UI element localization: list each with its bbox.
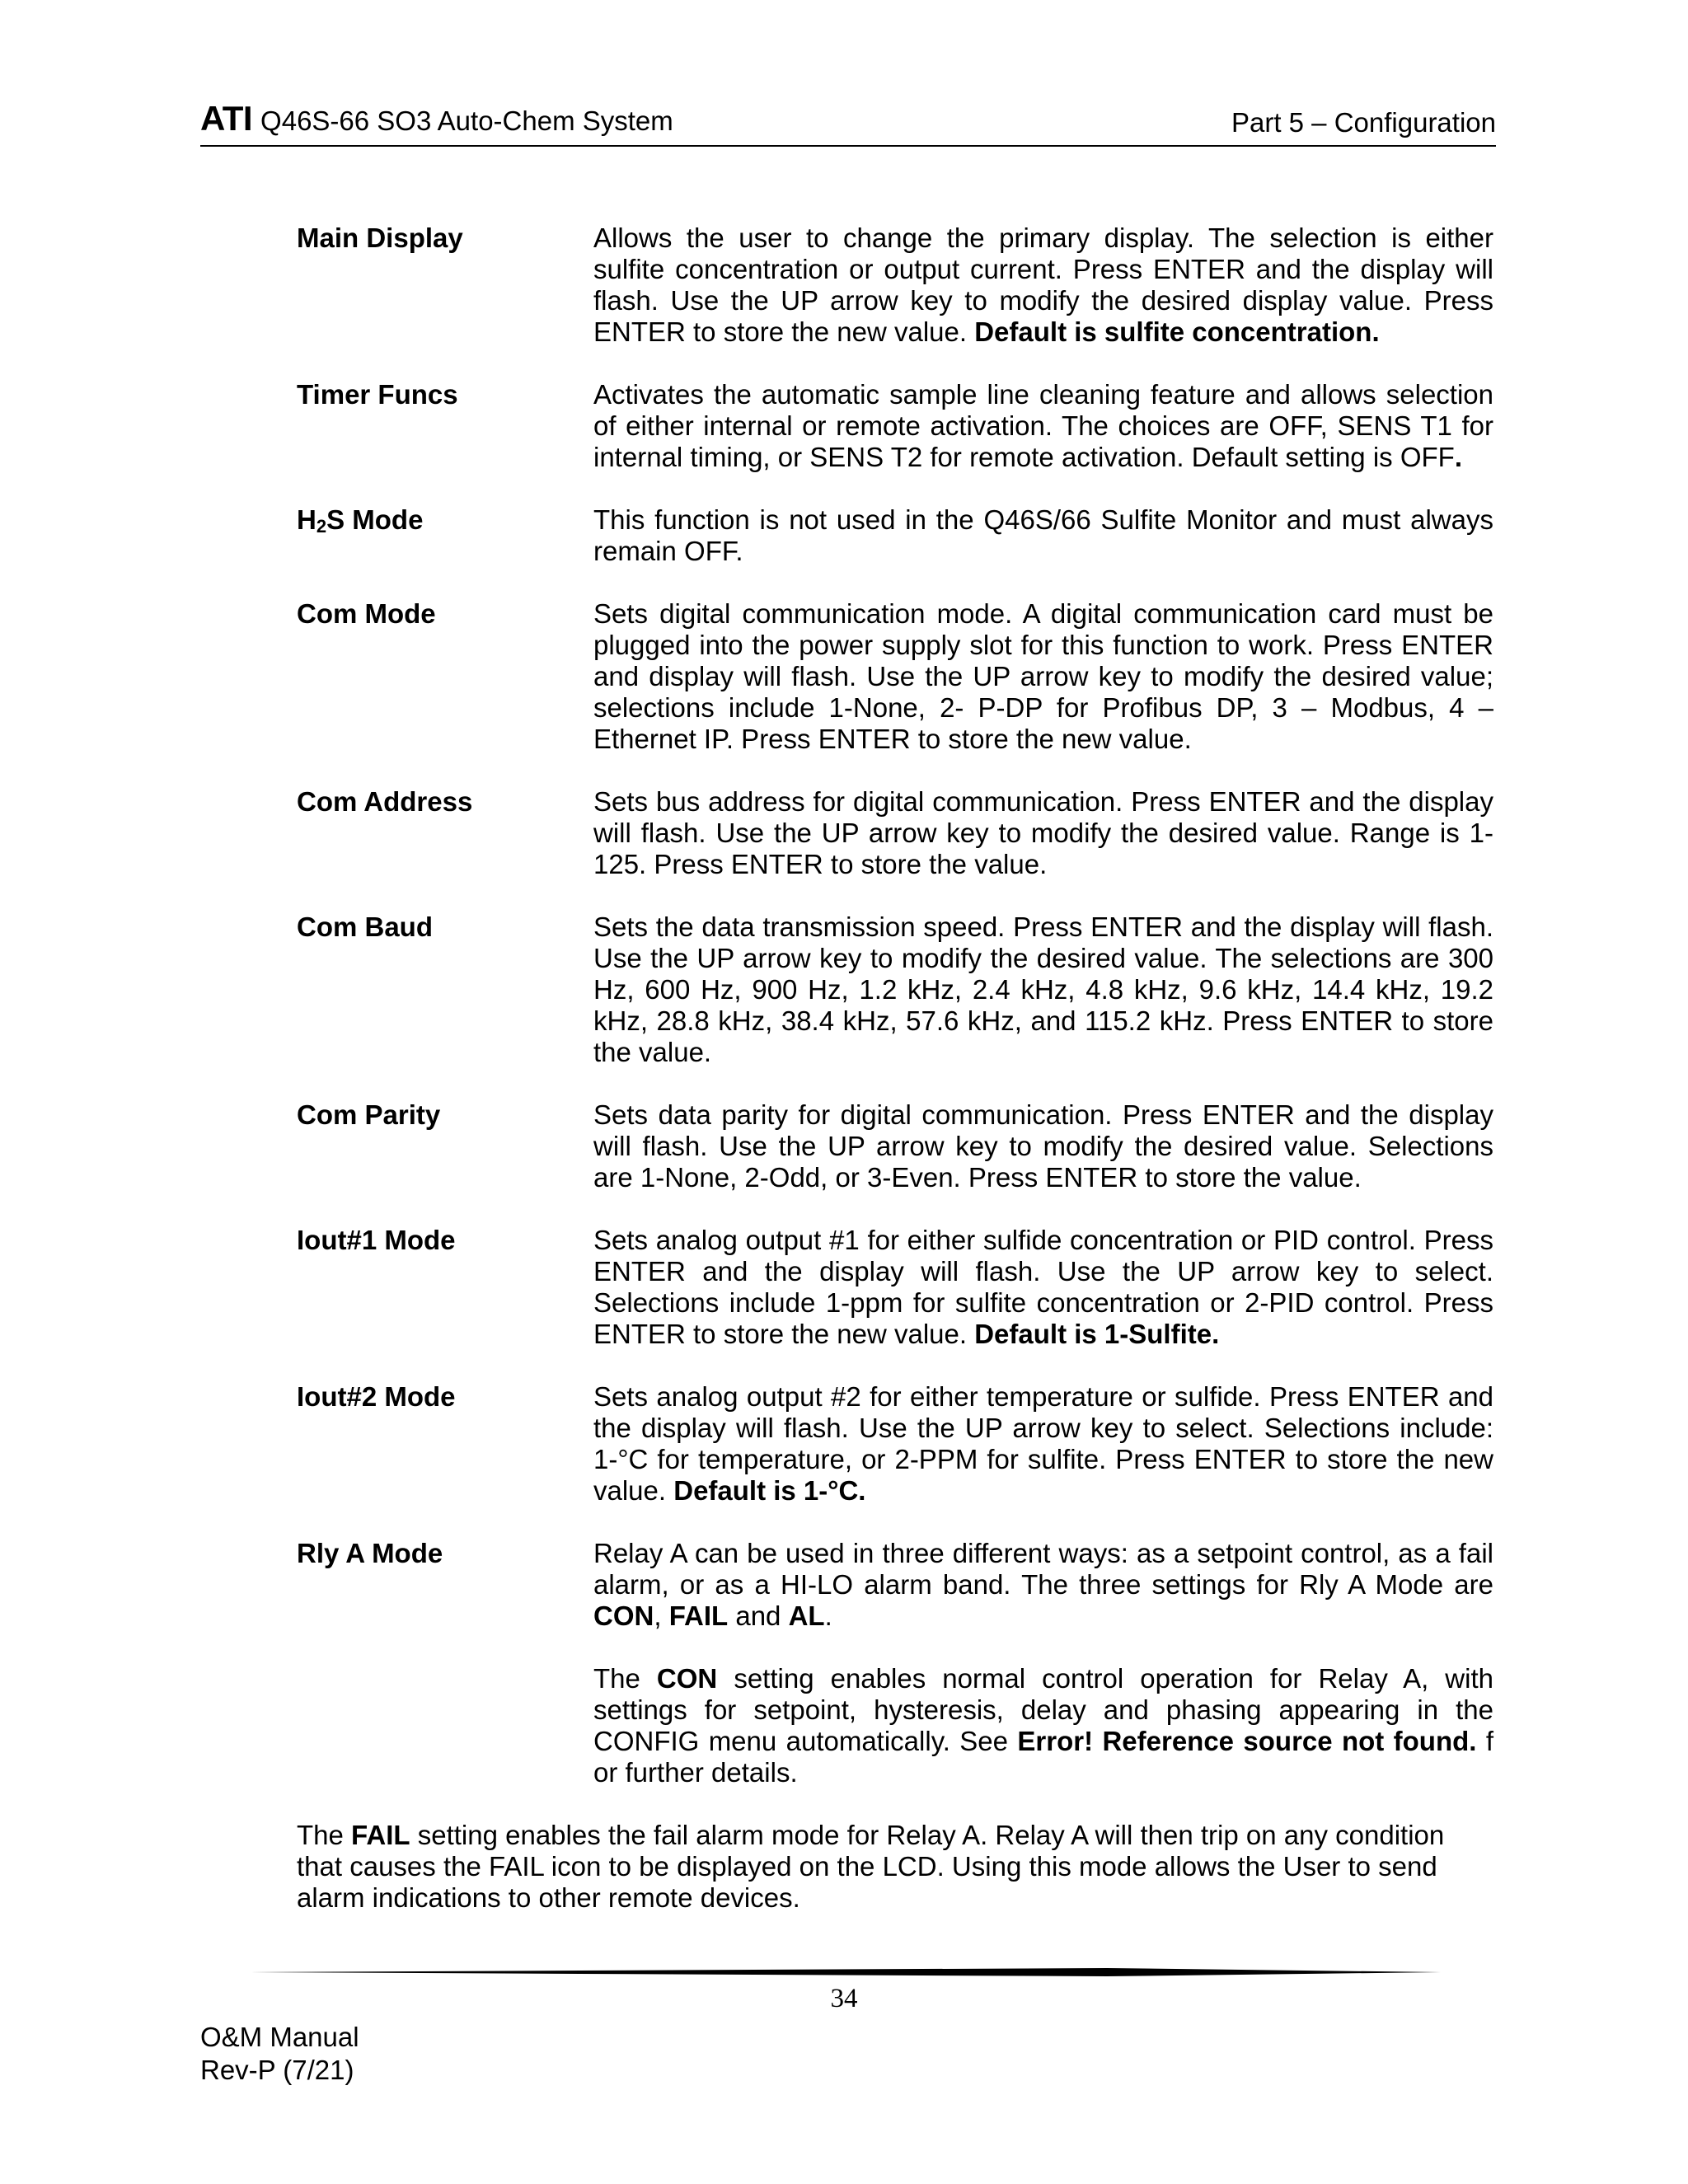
entry-iout2-mode [297, 1381, 1493, 1507]
entry-description: This function is not used in the Q46S/66 Sulfite Monitor and must always remain OFF. [593, 504, 1493, 566]
entry-term: Rly A Mode [297, 1538, 443, 1568]
entry-timer-funcs [297, 379, 1493, 473]
description-text: Relay A can be used in three different ways: as a setpoint control, as a fail alarm, or as a HI-LO alarm band. The three settings for Rly A Mode are [593, 1538, 1493, 1600]
brand-logo: ATI [200, 99, 253, 138]
entry-description: Sets digital communication mode. A digital communication card must be plugged into the power supply slot for this function to work. Press ENTER and display will flash. Use the UP arrow key to modify the desired value; selections include 1-None, 2- P-DP for Profibus DP, 3 – Modbus, 4 – Ethernet IP. Press ENTER to store the new value. [593, 598, 1493, 754]
description-text: and [728, 1601, 789, 1631]
footer-divider [250, 1968, 1441, 1976]
header-title [200, 99, 673, 138]
entry-description [593, 1381, 1493, 1507]
setting-con: CON [593, 1601, 654, 1631]
description-text: Allows the user to change the primary display. The selection is either sulfite concentration or output current. Press ENTER and the display will flash. Use the UP arrow key to modify the desired display value. Press ENTER to store the new value. [593, 223, 1493, 347]
reference-error: Error! Reference source not found. [1017, 1726, 1477, 1756]
entry-term: Com Mode [297, 598, 436, 629]
default-note: Default is sulfite concentration. [974, 316, 1380, 347]
entry-term: Com Address [297, 786, 473, 817]
term-part: H [297, 504, 316, 535]
entry-description [593, 1538, 1493, 1632]
description-text: Sets analog output #1 for either sulfide concentration or PID control. Press ENTER and the display will flash. Use the UP arrow key to select. Selections include 1-ppm for sulfite concentration or 2-PID control. Press ENTER to store the new value. [593, 1225, 1493, 1349]
entry-term: Com Parity [297, 1099, 441, 1130]
default-note: Default is 1-°C. [673, 1475, 866, 1506]
description-text: , [654, 1601, 669, 1631]
setting-fail: FAIL [668, 1601, 729, 1631]
term-part: S Mode [326, 504, 424, 535]
description-text: Sets analog output #2 for either temperature or sulfide. Press ENTER and the display will flash. Use the UP arrow key to select. Selections include: 1-°C for temperature, or 2-PPM for sulfite. Press ENTER to store the new value. [593, 1381, 1493, 1506]
entry-description: Sets data parity for digital communication. Press ENTER and the display will flash. Use the UP arrow key to modify the desired value. Selections are 1-None, 2-Odd, or 3-Even. Press ENTER to store the value. [593, 1099, 1493, 1193]
fail-setting-paragraph [297, 1820, 1484, 1914]
entry-term: Iout#2 Mode [297, 1381, 456, 1412]
document-body [297, 223, 1493, 1914]
entry-description: Sets bus address for digital communication. Press ENTER and the display will flash. Use the UP arrow key to modify the desired value. Range is 1-125. Press ENTER to store the value. [593, 786, 1493, 879]
default-note: Default is 1-Sulfite. [974, 1319, 1220, 1349]
con-setting-paragraph [593, 1663, 1493, 1788]
entry-term: Iout#1 Mode [297, 1225, 456, 1255]
description-text: Activates the automatic sample line cleaning feature and allows selection of either internal or remote activation. The choices are OFF, SENS T1 for internal timing, or SENS T2 for remote activation. Default setting is OFF [593, 379, 1493, 472]
term-subscript: 2 [316, 516, 327, 537]
setting-al: AL [788, 1601, 825, 1631]
entry-main-display [297, 223, 1493, 348]
setting-con: CON [656, 1663, 718, 1694]
product-name: Q46S-66 SO3 Auto-Chem System [260, 105, 673, 136]
entry-com-baud [297, 912, 1493, 1068]
entry-term: Com Baud [297, 912, 433, 942]
paragraph-text: setting enables normal control operation for Relay A, with settings for setpoint, hysteresis, delay and phasing appearing in the CONFIG menu automatically. See [593, 1663, 1493, 1756]
paragraph-text: The [297, 1820, 352, 1850]
entry-term: Main Display [297, 223, 463, 253]
entry-description [593, 223, 1493, 348]
paragraph-text: f or further details. [593, 1726, 1493, 1788]
manual-label: O&M Manual [200, 2022, 359, 2052]
entry-com-address [297, 786, 1493, 880]
entry-description [593, 379, 1493, 473]
paragraph-text: setting enables the fail alarm mode for Relay A. Relay A will then trip on any condition that causes the FAIL icon to be displayed on the LCD. Using this mode allows the User to send alarm indications to other remote devices. [297, 1820, 1445, 1913]
revision-label: Rev-P (7/21) [200, 2055, 354, 2085]
entry-iout1-mode [297, 1225, 1493, 1350]
entry-h2s-mode [297, 504, 1493, 567]
entry-rly-a-mode [297, 1538, 1493, 1632]
bold-period: . [1454, 442, 1462, 472]
page-number: 34 [830, 1984, 858, 2013]
page-header [200, 99, 1496, 147]
entry-com-mode [297, 598, 1493, 755]
section-title: Part 5 – Configuration [1231, 107, 1496, 138]
description-text: . [824, 1601, 832, 1631]
paragraph-text: The [593, 1663, 657, 1694]
entry-term [297, 504, 593, 567]
entry-description [593, 1225, 1493, 1350]
entry-com-parity [297, 1099, 1493, 1193]
footer-info [200, 2021, 359, 2087]
setting-fail: FAIL [351, 1820, 410, 1850]
entry-description: Sets the data transmission speed. Press ENTER and the display will flash. Use the UP arrow key to modify the desired value. The selections are 300 Hz, 600 Hz, 900 Hz, 1.2 kHz, 2.4 kHz, 4.8 kHz, 9.6 kHz, 14.4 kHz, 19.2 kHz, 28.8 kHz, 38.4 kHz, 57.6 kHz, and 115.2 kHz. Press ENTER to store the value. [593, 912, 1493, 1067]
entry-term: Timer Funcs [297, 379, 458, 410]
